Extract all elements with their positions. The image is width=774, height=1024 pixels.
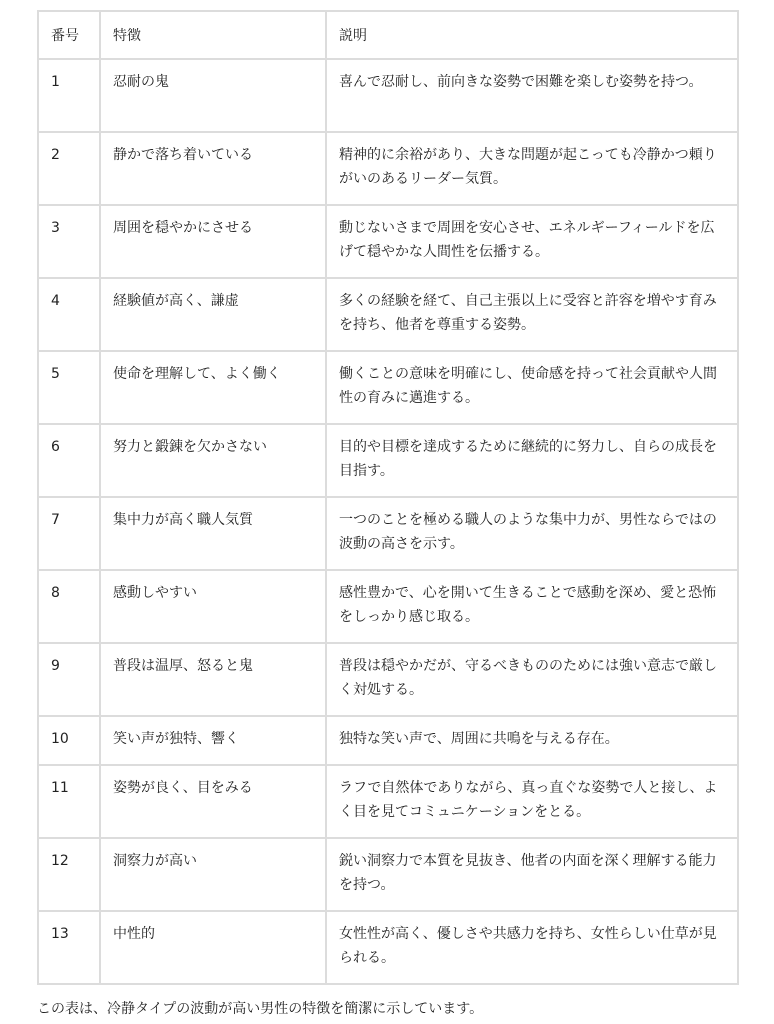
cell-feature: 姿勢が良く、目をみる <box>100 765 326 838</box>
cell-number: 2 <box>38 132 100 205</box>
features-table <box>37 10 739 985</box>
table-row <box>38 716 738 765</box>
cell-description: 普段は穏やかだが、守るべきもののためには強い意志で厳しく対処する。 <box>326 643 738 716</box>
cell-number: 13 <box>38 911 100 984</box>
features-table-container <box>37 10 737 985</box>
cell-description: 目的や目標を達成するために継続的に努力し、自らの成長を目指す。 <box>326 424 738 497</box>
cell-feature: 集中力が高く職人気質 <box>100 497 326 570</box>
table-row <box>38 643 738 716</box>
cell-feature: 忍耐の鬼 <box>100 59 326 132</box>
cell-number: 10 <box>38 716 100 765</box>
table-row <box>38 911 738 984</box>
cell-feature: 経験値が高く、謙虚 <box>100 278 326 351</box>
table-row <box>38 497 738 570</box>
cell-description: 独特な笑い声で、周囲に共鳴を与える存在。 <box>326 716 738 765</box>
table-row <box>38 205 738 278</box>
header-feature: 特徴 <box>100 11 326 59</box>
cell-description: 鋭い洞察力で本質を見抜き、他者の内面を深く理解する能力を持つ。 <box>326 838 738 911</box>
table-row <box>38 59 738 132</box>
table-caption: この表は、冷静タイプの波動が高い男性の特徴を簡潔に示しています。 <box>37 1001 484 1017</box>
cell-description: 感性豊かで、心を開いて生きることで感動を深め、愛と恐怖をしっかり感じ取る。 <box>326 570 738 643</box>
cell-feature: 中性的 <box>100 911 326 984</box>
cell-number: 3 <box>38 205 100 278</box>
cell-number: 8 <box>38 570 100 643</box>
table-row <box>38 570 738 643</box>
table-row <box>38 351 738 424</box>
cell-description: 一つのことを極める職人のような集中力が、男性ならではの波動の高さを示す。 <box>326 497 738 570</box>
cell-number: 1 <box>38 59 100 132</box>
table-row <box>38 278 738 351</box>
cell-feature: 使命を理解して、よく働く <box>100 351 326 424</box>
cell-description: 動じないさまで周囲を安心させ、エネルギーフィールドを広げて穏やかな人間性を伝播する。 <box>326 205 738 278</box>
table-row <box>38 765 738 838</box>
cell-number: 4 <box>38 278 100 351</box>
cell-description: ラフで自然体でありながら、真っ直ぐな姿勢で人と接し、よく目を見てコミュニケーションをとる。 <box>326 765 738 838</box>
cell-description: 喜んで忍耐し、前向きな姿勢で困難を楽しむ姿勢を持つ。 <box>326 59 738 132</box>
cell-number: 9 <box>38 643 100 716</box>
cell-feature: 笑い声が独特、響く <box>100 716 326 765</box>
cell-number: 11 <box>38 765 100 838</box>
cell-feature: 静かで落ち着いている <box>100 132 326 205</box>
cell-feature: 洞察力が高い <box>100 838 326 911</box>
cell-feature: 普段は温厚、怒ると鬼 <box>100 643 326 716</box>
header-number: 番号 <box>38 11 100 59</box>
table-row <box>38 838 738 911</box>
cell-number: 12 <box>38 838 100 911</box>
table-row <box>38 424 738 497</box>
cell-number: 5 <box>38 351 100 424</box>
cell-feature: 努力と鍛錬を欠かさない <box>100 424 326 497</box>
cell-number: 7 <box>38 497 100 570</box>
cell-feature: 周囲を穏やかにさせる <box>100 205 326 278</box>
cell-description: 女性性が高く、優しさや共感力を持ち、女性らしい仕草が見られる。 <box>326 911 738 984</box>
cell-description: 多くの経験を経て、自己主張以上に受容と許容を増やす育みを持ち、他者を尊重する姿勢。 <box>326 278 738 351</box>
cell-description: 働くことの意味を明確にし、使命感を持って社会貢献や人間性の育みに邁進する。 <box>326 351 738 424</box>
cell-description: 精神的に余裕があり、大きな問題が起こっても冷静かつ頼りがいのあるリーダー気質。 <box>326 132 738 205</box>
header-description: 説明 <box>326 11 738 59</box>
cell-feature: 感動しやすい <box>100 570 326 643</box>
cell-number: 6 <box>38 424 100 497</box>
table-header-row <box>38 11 738 59</box>
table-row <box>38 132 738 205</box>
